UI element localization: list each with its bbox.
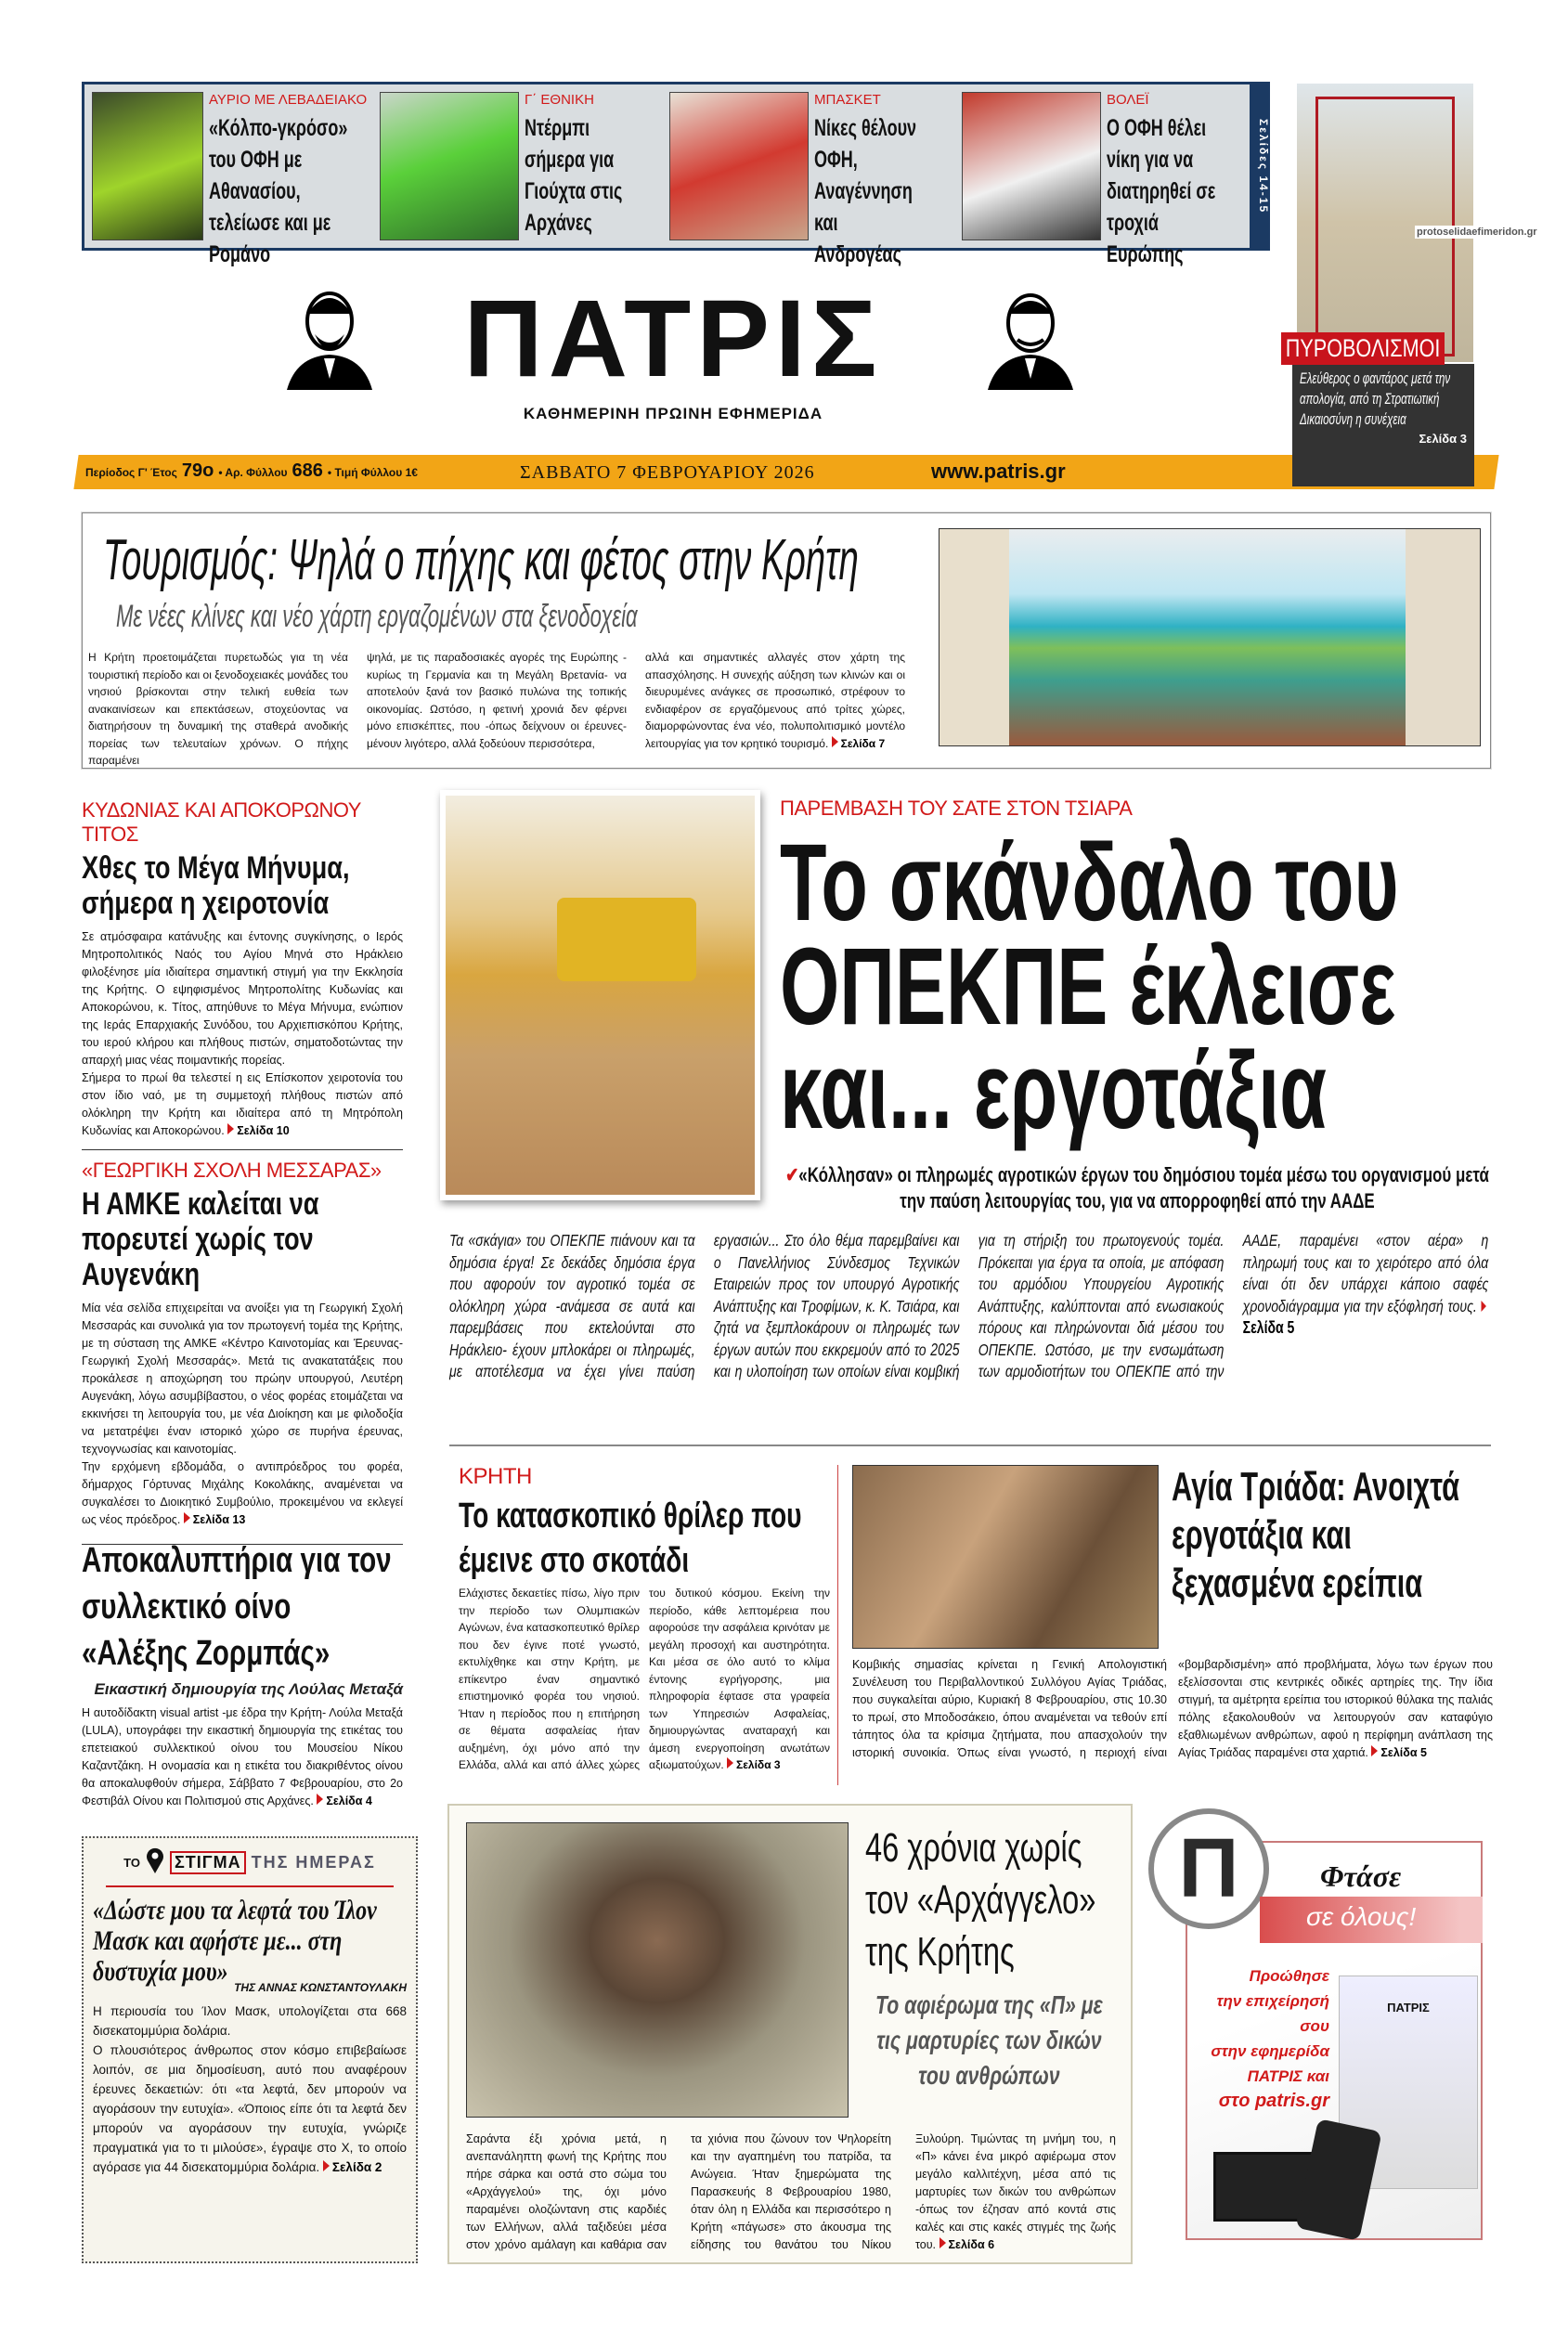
watermark: protoselidaefimeridon.gr xyxy=(1417,227,1537,238)
teaser-photo xyxy=(1297,84,1537,362)
page-ref[interactable]: Σελίδα 13 xyxy=(184,1513,246,1526)
page-ref[interactable]: Σελίδα 2 xyxy=(323,2160,382,2174)
teaser-text: Ελεύθερος ο φαντάρος μετά την απολογία, από τη Στρατιωτική Δικαιοσύνη η συνέχεια xyxy=(1300,369,1451,428)
issue-label: • Αρ. Φύλλου xyxy=(218,466,288,479)
lead-kicker: ΠΑΡΕΜΒΑΣΗ ΤΟΥ ΣΑΤΕ ΣΤΟΝ ΤΣΙΑΡΑ xyxy=(780,797,1133,820)
issue-date: ΣΑΒΒΑΤΟ 7 ΦΕΒΡΟΥΑΡΙΟΥ 2026 xyxy=(520,462,815,483)
stigma-to: ΤΟ xyxy=(123,1856,140,1870)
paragraph: Σε ατμόσφαιρα κατάνυξης και έντονης συγκίνησης, ο Ιερός Μητροπολιτικός Ναός του Αγίου Μηνά στο Ηράκλειο φιλοξένησε μία ιδιαίτερα σημαντική στιγμή για την Εκκλησία της Κρήτης. Ο εψηφισμένος Μητροπολίτης Κυδωνίας και Αποκορώνου, κ. Τίτος, απηύθυνε το Μέγα Μήνυμα, ενώπιον της Ιεράς Επαρχιακής Συνόδου, του Αρχιεπισκόπου Κρήτης, του ιερού κλήρου και πλήθους πιστών, σηματοδοτώντας την απαρχή μιας νέας ποιμαντικής πορείας. xyxy=(82,930,403,1067)
lead-deck-text: «Κόλλησαν» οι πληρωμές αγροτικών έργων του δημόσιου τομέα μέσω του οργανισμού μετά την παύση λειτουργίας του, για να απορροφηθεί από την ΑΑΔΕ xyxy=(798,1163,1489,1212)
hotel-photo xyxy=(939,528,1481,746)
stigma-box[interactable] xyxy=(82,1836,418,2263)
teaser-label: ΠΥΡΟΒΟΛΙΣΜΟΙ xyxy=(1281,332,1445,365)
kriti-article[interactable] xyxy=(459,1464,830,1774)
sports-pages-label: Σελίδες 14-15 xyxy=(1250,82,1270,251)
info-bar-content xyxy=(85,460,418,485)
lead-headline[interactable] xyxy=(780,822,1568,1152)
xylouris-headline-wrap xyxy=(865,1822,1190,1978)
subheadline: Εικαστική δημιουργία της Λούλας Μεταξά xyxy=(94,1680,403,1698)
page-ref[interactable]: Σελίδα 4 xyxy=(317,1794,372,1807)
agia-headline-wrap xyxy=(1172,1463,1568,1608)
headline: Η ΑΜΚΕ καλείται να πορευτεί χωρίς τον Αυγενάκη xyxy=(82,1186,319,1292)
map-pin-icon xyxy=(146,1847,164,1878)
lead-headline-line: και... εργοτάξια xyxy=(780,1030,1328,1152)
year-value: 79ο xyxy=(181,460,214,481)
price-label: • Τιμή Φύλλου 1€ xyxy=(327,466,418,479)
sports-photo xyxy=(962,92,1101,240)
paragraph: Η περιουσία του Ίλον Μασκ, υπολογίζεται στα 668 δισεκατομμύρια δολάρια. xyxy=(93,2004,407,2038)
paragraph: Κομβικής σημασίας κρίνεται η Γενική Απολογιστική Συνέλευση του Περιβαλλοντικού Συλλόγου Αγίας Τριάδας, που συγκαλείται αύριο, Κυριακή 8 Φεβρουαρίου, στις 10.30 το πρωί, στο Μποδοσάκειο, όπου αναμένεται να τεθούν επί τάπητος όλα τα κρίσιμα ζητήματα, που απασχολούν την ιστορική συνοικία. Όπως είναι γνωστό, η περιοχή είναι «βομβαρδισμένη» από προβλήματα, λόγω των έργων που εξελίσσονται στις κεντρικές οδικές αρτηρίες της. Την ίδια στιγμή, τα αμέτρητα ερείπια του ιστορικού θύλακα της παλιάς πόλης εξακολουθούν να λειτουργούν σαν καταφύγιο εξαθλιωμένων ανθρώπων, αφού η περίφημη ανάπλαση της Αγίας Τριάδας παραμένει στα χαρτιά. xyxy=(852,1658,1493,1759)
georgiki-article[interactable] xyxy=(82,1159,403,1545)
sports-headline: Νίκες θέλουν ΟΦΗ, Αναγέννηση και Ανδρογέας xyxy=(814,115,917,267)
kicker: ΚΡΗΤΗ xyxy=(459,1464,532,1489)
sports-category: ΑΥΡΙΟ ΜΕ ΛΕΒΑΔΕΙΑΚΟ xyxy=(209,92,368,108)
issue-value: 686 xyxy=(292,460,323,481)
stigma-word: ΣΤΙΓΜΑ xyxy=(170,1851,246,1874)
teaser-page: Σελίδα 3 xyxy=(1419,432,1467,446)
paragraph: Η αυτοδίδακτη visual artist -με έδρα την Κρήτη- Λούλα Μεταξά (LULA), υπογράφει την εικαστική δημιουργία της ετικέτας του επετειακού συλλεκτικού οίνου του Μουσείου Νίκου Καζαντζάκη. Η ονομασία και η ετικέτα του διακριθέντος οίνου θα αποκαλυφθούν σήμερα, Σάββατο 7 Φεβρουαρίου, στο 2ο Φεστιβάλ Οίνου και Πολιτισμού στις Αρχάνες. xyxy=(82,1706,403,1807)
tourism-col-3: αλλά και σημαντικές αλλαγές στον χάρτη της απασχόλησης. Η συνεχής αύξηση των κλινών και οι διευρυμένες ανάγκες σε προσωπικό, στρέφουν το ενδιαφέρον σε εργαζόμενους από τρίτες χώρες, διαμορφώνοντας ένα νέο, πολυπολιτισμικό μοντέλο λειτουργίας για τον κρητικό τουρισμό. xyxy=(645,651,905,750)
paragraph: Σήμερα το πρωί θα τελεστεί η εις Επίσκοπον χειροτονία του στον ίδιο ναό, με τη συμμετοχή πλήθους πιστών από ολόκληρη την Κρήτη και ιδιαίτερα από τη Μητρόπολη Κυδωνίας και Αποκορώνου. xyxy=(82,1071,403,1137)
check-icon: ✔ xyxy=(785,1163,799,1186)
headline: Το κατασκοπικό θρίλερ που έμεινε στο σκοτάδι xyxy=(459,1496,802,1580)
agia-body xyxy=(852,1656,1493,1762)
lead-deck xyxy=(780,1162,1495,1214)
ad-logo: Π xyxy=(1148,1808,1269,1929)
website-link[interactable]: www.patris.gr xyxy=(931,460,1066,483)
divider xyxy=(449,1445,1491,1446)
stigma-header xyxy=(93,1847,407,1878)
tourism-headline: Τουρισμός: Ψηλά ο πήχης και φέτος στην Κρήτη xyxy=(103,528,859,592)
ruins-photo xyxy=(852,1465,1159,1649)
xylouris-photo xyxy=(466,1822,849,2118)
ad-line2: σε όλους! xyxy=(1260,1897,1483,1943)
wine-article[interactable] xyxy=(82,1537,403,1810)
sports-photo xyxy=(380,92,519,240)
sports-category: Γ΄ ΕΘΝΙΚΗ xyxy=(525,92,594,108)
sports-photo xyxy=(669,92,809,240)
lead-body-text: Τα «σκάγια» του ΟΠΕΚΠΕ πιάνουν και τα δημόσια έργα! Σε δεκάδες δημόσια έργα που αφορούν τον αγροτικό τομέα σε ολόκληρη χώρα -ανάμεσα σε αυτά και παρεμβάσεις που εκτελούνται στο Ηράκλειο- έχουν μπλοκάρει οι πληρωμές, με αποτέλεσμα να έχει γίνει παύση εργασιών... Στο όλο θέμα παρεμβαίνει και ο Πανελλήνιος Σύνδεσμος Τεχνικών Εταιρειών προς τον υπουργό Αγροτικής Ανάπτυξης και Τροφίμων, κ. Κ. Τσιάρα, και ζητά να ξεμπλοκάρουν οι πληρωμές των έργων αυτών που εκκρεμούν από το 2025 και η υλοποίηση των οποίων είναι κομβική για τη στήριξη του πρωτογενούς τομέα. Πρόκειται για έργα τα οποία, με απόφαση του αρμόδιου Υπουργείου Αγροτικής Ανάπτυξης, καλύπτονται από ενωσιακούς πόρους και πληρώνονται διά μέσου του ΟΠΕΚΠΕ. Ωστόσο, με την ενσωμάτωση των αρμοδιοτήτων του ΟΠΕΚΠΕ από την ΑΑΔΕ, παραμένει «στον αέρα» η πληρωμή τους και το χειρότερο από όλα είναι ότι δεν υπάρχει κάποιο σαφές χρονοδιάγραμμα για την εξόφλησή τους. xyxy=(449,1231,1489,1380)
masthead-logo[interactable]: ΠΑΤΡΙΣ xyxy=(463,278,883,400)
lead-body xyxy=(449,1230,1489,1430)
teaser-box[interactable] xyxy=(1292,364,1474,486)
tourism-col-1: Η Κρήτη προετοιμάζεται πυρετωδώς για τη νέα τουριστική περίοδο και οι ξενοδοχειακές μονάδες του νησιού βρίσκονται στην τελική ευθεία των ανακαινίσεων και επεκτάσεων, στοχεύοντας να διατηρήσουν τη δυναμική της σταθερά ανοδικής πορείας των τελευταίων χρόνων. Ο πήχης παραμένει xyxy=(88,651,348,767)
stigma-day: ΤΗΣ ΗΜΕΡΑΣ xyxy=(251,1853,376,1872)
headline: Αποκαλυπτήρια για τον συλλεκτικό οίνο «Αλέξης Ζορμπάς» xyxy=(82,1541,392,1673)
sports-strip xyxy=(82,82,1270,267)
tourism-article[interactable] xyxy=(82,512,1491,769)
paragraph: Ο πλουσιότερος άνθρωπος στον κόσμο επιβεβαίωσε λοιπόν, σε μια δημοσίευση, αυτό που αναφέρουν έρευνες δεκαετιών: ότι «τα λεφτά, δεν μπορούν να αγοράσουν την ευτυχία». «Όποιος είπε ότι τα λεφτά δεν μπορούν να αγοράσουν την ευτυχία, γνώριζε πραγματικά για το τι μιλούσε», έγραψε στο Χ, το οποίο αγόρασε για 44 δισεκατομμύρια δολάρια. xyxy=(93,2043,407,2174)
page-ref[interactable]: Σελίδα 3 xyxy=(727,1758,781,1771)
sports-photo xyxy=(92,92,203,240)
lead-headline-line: ΟΠΕΚΠΕ έκλεισε xyxy=(780,926,1396,1048)
sports-headline: Ο ΟΦΗ θέλει νίκη για να διατηρηθεί σε τροχιά Ευρώπης xyxy=(1107,115,1216,267)
xylouris-article[interactable] xyxy=(447,1804,1133,2264)
kicker: «ΓΕΩΡΓΙΚΗ ΣΧΟΛΗ ΜΕΣΣΑΡΑΣ» xyxy=(82,1159,382,1182)
ad-line1: Φτάσε xyxy=(1320,1859,1402,1893)
sports-headline: «Κόλπο-γκρόσο» του ΟΦΗ με Αθανασίου, τελείωσε και με Ρομάνο xyxy=(209,115,348,267)
paragraph: Σαράντα έξι χρόνια μετά, η ανεπανάληπτη φωνή της Κρήτης που πήρε σάρκα και οστά στο σώμα του «Αρχάγγελού» της, όχι μόνο παραμένει ολοζώντανη στις καρδιές των Ελλήνων, αλλά ταξιδεύει μέσα στον χρόνο αμάλαγη και καθάρια σαν τα χιόνια που ζώνουν τον Ψηλορείτη και την αγαπημένη του πατρίδα, τα Ανώγεια. Ήταν ξημερώματα της Παρασκευής 8 Φεβρουαρίου 1980, όταν όλη η Ελλάδα και περισσότερο η Κρήτη «πάγωσε» στο άκουσμα της είδησης του θανάτου του Νίκου Ξυλούρη. Τιμώντας τη μνήμη του, η «Π» κάνει ένα μικρό αφιέρωμα στον μεγάλο καλλιτέχνη, μέσα από τις μαρτυρίες των δικών του ανθρώπων -όπως τον έζησαν από κοντά στις καλές και στις κακές στιγμές της ζωής του. xyxy=(466,2132,1116,2251)
sports-category: ΜΠΑΣΚΕΤ xyxy=(814,92,881,108)
paragraph: Μία νέα σελίδα επιχειρείται να ανοίξει για τη Γεωργική Σχολή Μεσσαράς και συνολικά για τον πρωτογενή τομέα της Κρήτης, με τη σύσταση της ΑΜΚΕ «Κέντρο Καινοτομίας και Έρευνας-Γεωργική Σχολή Μεσσαράς». Μετά τις ανακατατάξεις που προκάλεσε η αποχώρηση του πρώην υπουργού, Λευτέρη Αυγενάκη, λόγω ασυμβίβαστου, ο νέος φορέας ετοιμάζεται να εκκινήσει τη λειτουργία του, με νέα Διοίκηση και με φιλοδοξία να μετατρέψει έναν ιστορικό χώρο σε πυρήνα έρευνας, τεχνογνωσίας και καινοτομίας. xyxy=(82,1302,403,1456)
lead-headline-line: Το σκάνδαλο του xyxy=(780,822,1399,944)
masthead-subtitle: ΚΑΘΗΜΕΡΙΝΗ ΠΡΩΙΝΗ ΕΦΗΜΕΡΙΔΑ xyxy=(523,405,823,422)
tourism-subheadline: Με νέες κλίνες και νέο χάρτη εργαζομένων στα ξενοδοχεία xyxy=(116,599,638,634)
sports-category: ΒΟΛΕΪ xyxy=(1107,92,1149,108)
subheadline: Το αφιέρωμα της «Π» με τις μαρτυρίες των δικών του ανθρώπων xyxy=(875,1990,1103,2090)
headline: Χθες το Μέγα Μήνυμα, σήμερα η χειροτονία xyxy=(82,850,350,921)
paragraph: Ελάχιστες δεκαετίες πίσω, λίγο πριν την περίοδο των Ολυμπιακών Αγώνων, ένα κατασκοπευτικό θρίλερ που δεν έγινε ποτέ γνωστό, εκτυλίχθηκε και στην Κρήτη, με επίκεντρο έναν σημαντικό επιστημονικό φορέα του νησιού. Ήταν η περίοδος που η επιτήρηση σε θέματα ασφαλείας ήταν αυξημένη, όχι μόνο από την Ελλάδα, αλλά και από άλλες χώρες του δυτικού κόσμου. Εκείνη την περίοδο, κάθε λεπτομέρεια που αφορούσε την ασφάλεια κρινόταν με μεγάλη προσοχή και αυστηρότητα. Και μέσα σε όλο αυτό το κλίμα έντονης εγρήγορσης, μια πληροφορία έφτασε στα γραφεία των Υπηρεσιών Ασφαλείας, δημιουργώντας αναταραχή και άμεση ενεργοποίηση ανωτάτων αξιωματούχων. xyxy=(459,1587,830,1771)
patris-ad[interactable] xyxy=(1148,1804,1492,2254)
page-ref[interactable]: Σελίδα 10 xyxy=(227,1124,290,1137)
page-ref[interactable]: Σελίδα 6 xyxy=(940,2238,995,2251)
headline: 46 χρόνια χωρίς τον «Αρχάγγελο» της Κρήτης xyxy=(865,1825,1096,1975)
byline: ΤΗΣ ΑΝΝΑΣ ΚΩΝΣΤΑΝΤΟΥΛΑΚΗ xyxy=(234,1981,407,1994)
headline: «Δώστε μου τα λεφτά του Ίλον Μασκ και αφήστε με... στη δυστυχία μου» xyxy=(93,1895,377,1987)
tourism-col-2: ψηλά, με τις παραδοσιακές αγορές της Ευρώπης - κυρίως τη Γερμανία και τη Μεγάλη Βρετανία- να αποτελούν ξανά τον βασικό πυλώνα της τοπικής οικονομίας. Ωστόσο, η φετινή χρονιά δεν φέρνει μόνο επισκέπτες, που -όπως δείχνουν οι έρευνες- μένουν λιγότερο, αλλά ξοδεύουν περισσότερα, xyxy=(367,651,627,750)
portrait-right-icon xyxy=(984,286,1077,390)
ad-newspaper-thumb: ΠΑΤΡΙΣ xyxy=(1339,1976,1478,2189)
sports-headline: Ντέρμπι σήμερα για Γιούχτα στις Αρχάνες xyxy=(525,115,623,236)
period-label: Περίοδος Γ' Έτος xyxy=(85,466,177,479)
kydonias-article[interactable] xyxy=(82,798,403,1150)
xylouris-sub-wrap xyxy=(873,1988,1179,2093)
paragraph: Την ερχόμενη εβδομάδα, ο αντιπρόεδρος του φορέα, δήμαρχος Γόρτυνας Μιχάλης Κοκολάκης, αναμένεται να συγκαλέσει το Διοικητικό Συμβούλιο, προκειμένου να εκλεγεί ως νέος πρόεδρος. xyxy=(82,1460,403,1526)
kicker: ΚΥΔΩΝΙΑΣ ΚΑΙ ΑΠΟΚΟΡΩΝΟΥ ΤΙΤΟΣ xyxy=(82,798,361,846)
excavator-photo xyxy=(440,790,760,1200)
page-ref[interactable]: Σελίδα 5 xyxy=(1371,1746,1427,1759)
page-ref[interactable]: Σελίδα 5 xyxy=(1243,1297,1489,1338)
headline[interactable]: Αγία Τριάδα: Ανοιχτά εργοτάξια και ξεχασμένα ερείπια xyxy=(1172,1464,1460,1606)
divider xyxy=(837,1465,838,1785)
ad-promo: Προώθησε την επιχείρησή σου στην εφημερίδα ΠΑΤΡΙΣ και στο patris.gr xyxy=(1211,1967,1329,2111)
portrait-left-icon xyxy=(283,286,376,390)
page-ref[interactable]: Σελίδα 7 xyxy=(832,737,886,750)
